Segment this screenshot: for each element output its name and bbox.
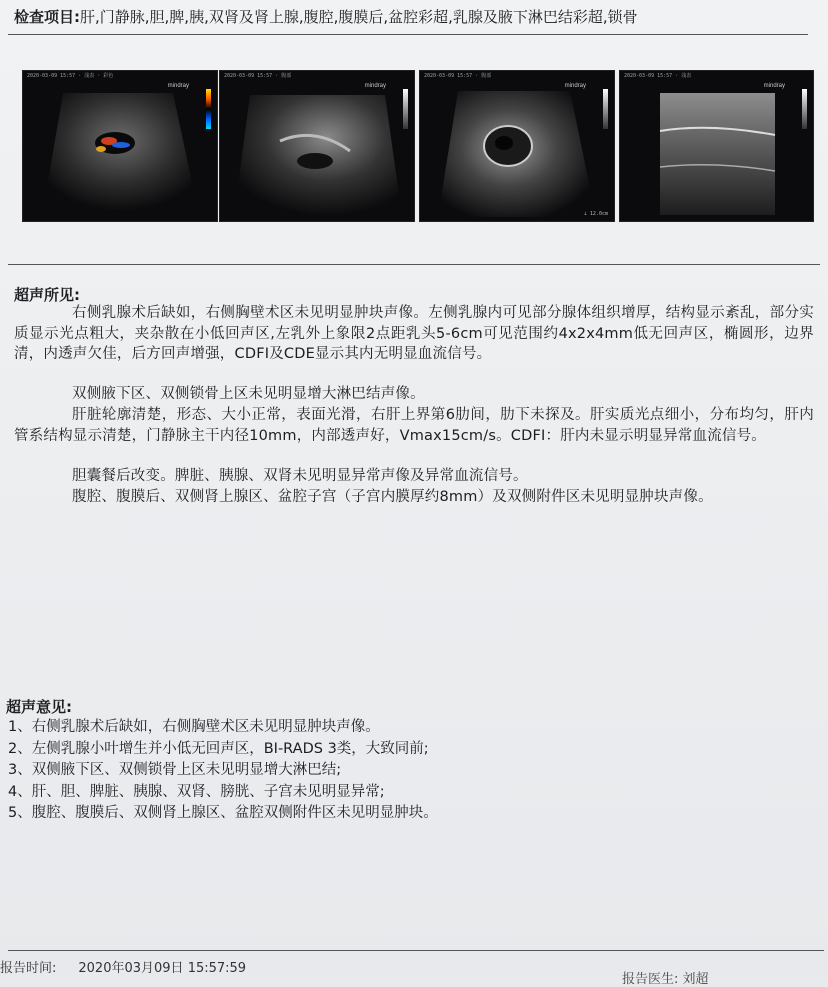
image-footer: ⊥ 12.0cm <box>583 211 608 217</box>
exam-items-label: 检查项目: <box>14 8 80 26</box>
findings-paragraph-lymph: 双侧腋下区、双侧锁骨上区未见明显增大淋巴结声像。 <box>72 386 425 402</box>
report-doctor: 报告医生: 刘超 <box>622 972 709 987</box>
report-time-value: 2020年03月09日 15:57:59 <box>78 961 247 976</box>
findings-title: 超声所见: <box>14 286 80 304</box>
divider-middle <box>8 264 820 265</box>
report-time-label: 报告时间: <box>0 961 57 976</box>
image-brand: mindray <box>564 83 586 89</box>
exam-items-line <box>14 6 814 28</box>
ultrasound-image-3 <box>419 70 615 222</box>
divider-bottom <box>8 950 824 951</box>
conclusion-item: 1、右侧乳腺术后缺如，右侧胸壁术区未见明显肿块声像。 <box>8 719 380 735</box>
conclusion-item: 2、左侧乳腺小叶增生并小低无回声区，BI-RADS 3类，大致同前; <box>8 740 429 757</box>
image-header: 2020-03-09 15:57 · 浅表 <box>624 73 692 79</box>
conclusion-list <box>8 717 808 825</box>
findings-paragraph-abdomen: 腹腔、腹膜后、双侧肾上腺区、盆腔子宫（子宫内膜厚约8mm）及双侧附件区未见明显肿块声像。 <box>72 489 713 505</box>
image-header: 2020-03-09 15:57 · 腹部 <box>424 73 492 79</box>
divider-top <box>8 34 808 35</box>
ultrasound-scan-graphic <box>23 71 217 221</box>
conclusion-title: 超声意见: <box>6 698 72 716</box>
findings-paragraph-breast: 右侧乳腺术后缺如，右侧胸壁术区未见明显肿块声像。左侧乳腺内可见部分腺体组织增厚，结构显示紊乱，部分实质显示光点粗大，夹杂散在小低回声区,左乳外上象限2点距乳头5-6cm可见范围约4x2x4mm低无回声区，椭圆形，边界清，内透声欠佳，后方回声增强，CDFI及CDE显示其内无明显血流信号。 <box>14 305 814 362</box>
image-header: 2020-03-09 15:57 · 腹部 <box>224 73 292 79</box>
ultrasound-scan-graphic <box>620 71 813 221</box>
exam-items-value: 肝,门静脉,胆,脾,胰,双肾及肾上腺,腹腔,腹膜后,盆腔彩超,乳腺及腋下淋巴结彩超,锁骨 <box>80 8 638 26</box>
findings-paragraph-liver: 肝脏轮廓清楚，形态、大小正常，表面光滑，右肝上界第6肋间，肋下未探及。肝实质光点细小，分布均匀，肝内管系结构显示清楚，门静脉主干内径10mm，内部透声好，Vmax15cm/s。CDFI：肝内未显示明显异常血流信号。 <box>14 407 814 444</box>
ultrasound-image-2 <box>219 70 415 222</box>
conclusion-item: 3、双侧腋下区、双侧锁骨上区未见明显增大淋巴结; <box>8 762 342 778</box>
conclusion-item: 5、腹腔、腹膜后、双侧肾上腺区、盆腔双侧附件区未见明显肿块。 <box>8 805 438 821</box>
ultrasound-image-4 <box>619 70 814 222</box>
findings-paragraph-gallbladder: 胆囊餐后改变。脾脏、胰腺、双肾未见明显异常声像及异常血流信号。 <box>72 468 528 484</box>
report-time <box>0 960 246 978</box>
conclusion-item: 4、肝、胆、脾脏、胰腺、双肾、膀胱、子宫未见明显异常; <box>8 783 385 800</box>
ultrasound-scan-graphic <box>420 71 614 221</box>
image-brand: mindray <box>167 83 189 89</box>
ultrasound-scan-graphic <box>220 71 414 221</box>
image-brand: mindray <box>763 83 785 89</box>
image-brand: mindray <box>364 83 386 89</box>
ultrasound-image-1 <box>22 70 218 222</box>
ultrasound-image-strip <box>0 70 828 220</box>
image-header: 2020-03-09 15:57 · 浅表 · 彩色 <box>27 73 114 79</box>
